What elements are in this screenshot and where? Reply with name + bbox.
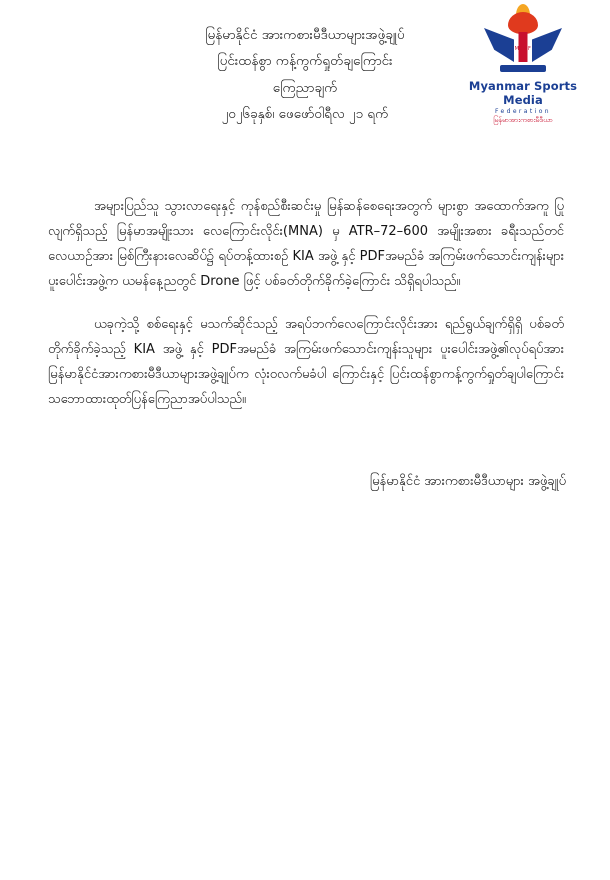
header-line-type: ကြေညာချက်: [272, 79, 338, 96]
header-line-organization: မြန်မာနိုင်ငံ အားကစားမီဒီယာများအဖွဲ့ချုပ်: [205, 27, 405, 43]
organization-logo: [464, 6, 582, 126]
paragraph-2: ယခုကဲ့သို့ စစ်ရေးနှင့် မသက်ဆိုင်သည့် အရပ်ဘက်လေကြောင်းလိုင်းအား ရည်ရွယ်ချက်ရှိရှိ ပစ်ခတ်တိုက်ခိုက်ခဲ့သည့် KIA အဖွဲ့ နှင့် PDFအမည်ခံ အကြမ်းဖက်သောင်းကျန်းသူများ ပူးပေါင်းအဖွဲ့၏လုပ်ရပ်အား မြန်မာနိုင်ငံအားကစားမီဒီယာများအဖွဲ့ချုပ်က လုံးဝလက်မခံပါ ကြောင်းနှင့် ပြင်းထန်စွာကန့်ကွက်ရှုတ်ချပါကြောင်း သဘောထားထုတ်ပြန်ကြေညာအပ်ပါသည်။: [48, 317, 564, 407]
logo-subtitle: Federation: [495, 108, 551, 115]
logo-myanmar-name: မြန်မာအားကစားမီဒီယာ: [493, 116, 553, 124]
logo-ribbon-text: MSMF: [514, 46, 532, 52]
logo-base-shape: [500, 65, 546, 72]
header-line-subject: ပြင်းထန်စွာ ကန့်ကွက်ရှုတ်ချကြောင်း: [217, 53, 393, 70]
signature-block: မြန်မာနိုင်ငံ အားကစားမီဒီယာများ အဖွဲ့ချုပ်: [369, 473, 566, 489]
wing-left-shape: [484, 28, 514, 62]
document-body: [34, 195, 576, 413]
paragraph-1: အများပြည်သူ သွားလာရေးနှင့် ကုန်စည်စီးဆင်းမှု မြန်ဆန်စေရေးအတွက် များစွာ အထောက်အကူ ပြုလျက်ရှိသည့် မြန်မာအမျိုးသား လေကြောင်းလိုင်း(MNA) မှ ATR–72–600 အမျိုးအစား ခရီးသည်တင် လေယာဉ်အား မြစ်ကြီးနားလေဆိပ်၌ ရပ်တန့်ထားစဉ် KIA အဖွဲ့ နှင့် PDFအမည်ခံ အကြမ်းဖက်သောင်းကျန်းများပူးပေါင်းအဖွဲ့က ယမန်နေ့ညတွင် Drone ဖြင့် ပစ်ခတ်တိုက်ခိုက်ခဲ့ကြောင်း သိရှိရပါသည်။: [48, 199, 564, 290]
logo-title: Myanmar Sports Media: [468, 79, 578, 107]
torch-bowl-shape: [508, 12, 538, 34]
wing-right-shape: [532, 28, 562, 62]
torch-wings-emblem-icon: [480, 6, 566, 78]
header-line-date: ၂၀၂၆ခုနှစ်၊ ဖေဖော်ဝါရီလ ၂၁ ရက်: [221, 105, 389, 122]
